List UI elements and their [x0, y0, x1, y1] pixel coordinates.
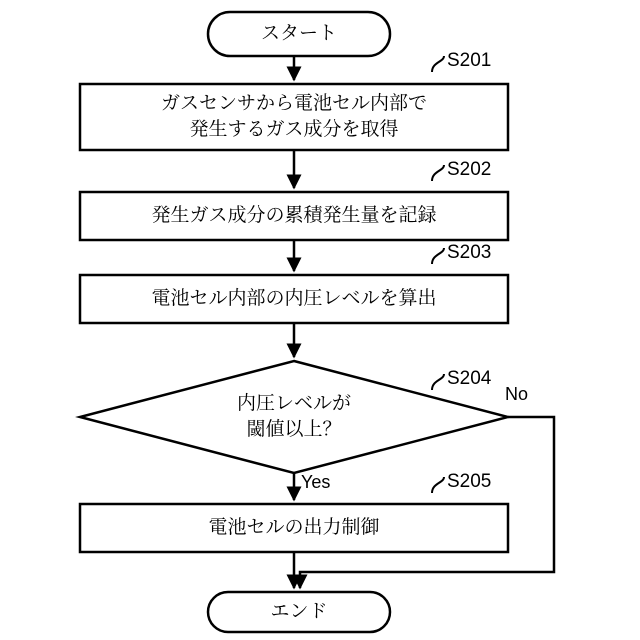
node-s205-label: 電池セルの出力制御 [208, 517, 380, 539]
edge-label-yes: Yes [301, 472, 331, 492]
node-s201-shape [80, 84, 508, 150]
tag-leader-s202 [432, 165, 444, 181]
step-tag-s203: S203 [447, 242, 492, 263]
node-start-label: スタート [260, 23, 337, 45]
node-s203-label: 電池セル内部の内圧レベルを算出 [151, 288, 437, 310]
node-s204-label: 内圧レベルが 閾値以上？ [236, 393, 351, 440]
node-start-shape [208, 12, 390, 56]
node-s202-label: 発生ガス成分の累積発生量を記録 [151, 205, 437, 227]
tag-leader-s201 [432, 56, 444, 72]
node-s202-shape [80, 192, 508, 240]
node-s201-label: ガスセンサから電池セル内部で 発生するガス成分を取得 [160, 93, 427, 140]
tag-leader-s204 [432, 374, 444, 390]
tag-leader-s203 [432, 248, 444, 264]
node-end-shape [208, 592, 390, 632]
tag-leader-s205 [432, 477, 444, 493]
node-s205-shape [80, 504, 508, 552]
node-s204-shape [80, 361, 508, 473]
node-end-label: エンド [270, 601, 328, 623]
step-tag-s204: S204 [447, 368, 492, 389]
step-tag-s205: S205 [447, 471, 492, 492]
edge-label-no: No [505, 384, 529, 404]
node-s203-shape [80, 275, 508, 323]
step-tag-s202: S202 [447, 159, 492, 180]
step-tag-s201: S201 [447, 50, 492, 71]
